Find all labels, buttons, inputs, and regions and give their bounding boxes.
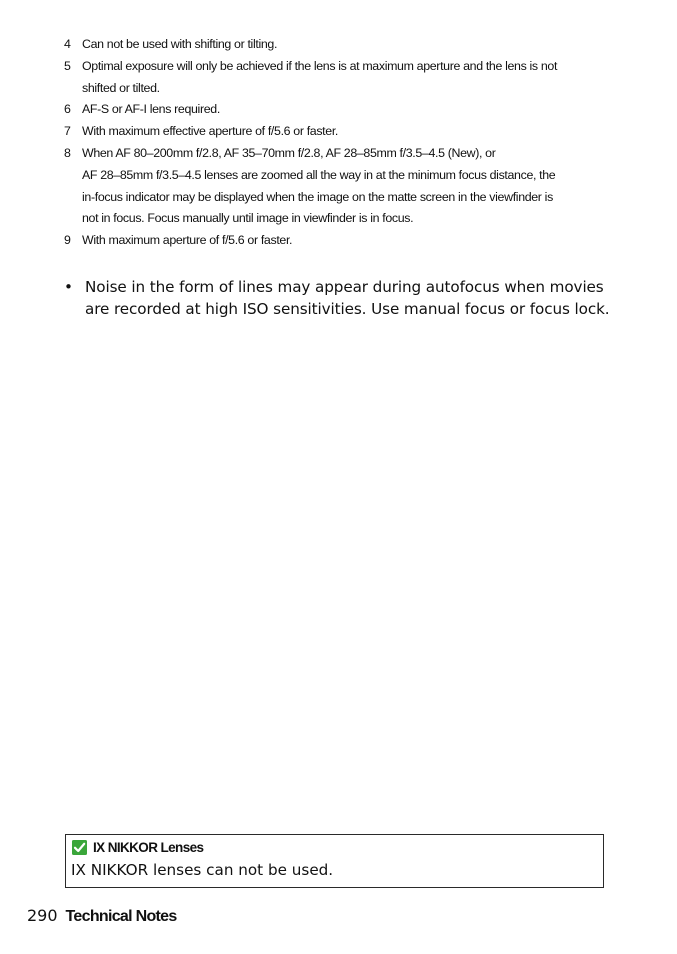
footnote-line: When AF 80–200mm f/2.8, AF 35–70mm f/2.8, AF 28–85mm f/3.5–4.5 (New), or: [82, 145, 496, 160]
footnote-item: [64, 143, 609, 230]
footnote-line: in-focus indicator may be displayed when the image on the matte screen in the viewfinder is: [82, 189, 553, 204]
bullet-item: [64, 276, 609, 320]
footnote-item: [64, 121, 609, 143]
footnote-number: 5: [64, 58, 71, 73]
page-footer: [27, 906, 177, 926]
footnote-item: [64, 56, 609, 100]
section-name: Technical Notes: [65, 908, 177, 925]
page-number: 290: [27, 906, 58, 925]
footnote-text: [82, 143, 609, 230]
footnote-text: [82, 230, 609, 252]
footnote-item: [64, 34, 609, 56]
footnote-line: not in focus. Focus manually until image in viewfinder is in focus.: [82, 211, 414, 226]
checkmark-icon: [72, 840, 87, 855]
footnote-number: 6: [64, 102, 71, 117]
bullet-line: are recorded at high ISO sensitivities. Use manual focus or focus lock.: [85, 300, 610, 318]
note-body: IX NIKKOR lenses can not be used.: [71, 861, 334, 879]
footnote-text: [82, 99, 609, 121]
footnote-line: With maximum aperture of f/5.6 or faster.: [82, 233, 293, 248]
footnote-number: 8: [64, 145, 71, 160]
footnote-line: Optimal exposure will only be achieved if the lens is at maximum aperture and the lens is not: [82, 58, 558, 73]
footnote-item: [64, 230, 609, 252]
footnote-text: [82, 56, 609, 100]
footnote-text: [82, 121, 609, 143]
footnote-item: [64, 99, 609, 121]
footnote-line: AF-S or AF-I lens required.: [82, 102, 220, 117]
footnote-line: With maximum effective aperture of f/5.6 or faster.: [82, 124, 339, 139]
note-header: [72, 840, 203, 855]
footnote-line: Can not be used with shifting or tilting.: [82, 37, 278, 51]
footnote-list: [64, 34, 609, 252]
note-title: IX NIKKOR Lenses: [93, 840, 204, 855]
note-box: [65, 834, 604, 888]
footnote-number: 7: [64, 124, 71, 139]
footnote-text: [82, 34, 609, 56]
footnote-line: AF 28–85mm f/3.5–4.5 lenses are zoomed all the way in at the minimum focus distance, the: [82, 167, 556, 182]
bullet-text: [85, 276, 610, 320]
bullet-mark: •: [64, 278, 73, 296]
footnote-number: 9: [64, 233, 71, 248]
footnote-number: 4: [64, 37, 71, 51]
bullet-line: Noise in the form of lines may appear during autofocus when movies: [85, 278, 604, 296]
footnote-line: shifted or tilted.: [82, 80, 160, 95]
